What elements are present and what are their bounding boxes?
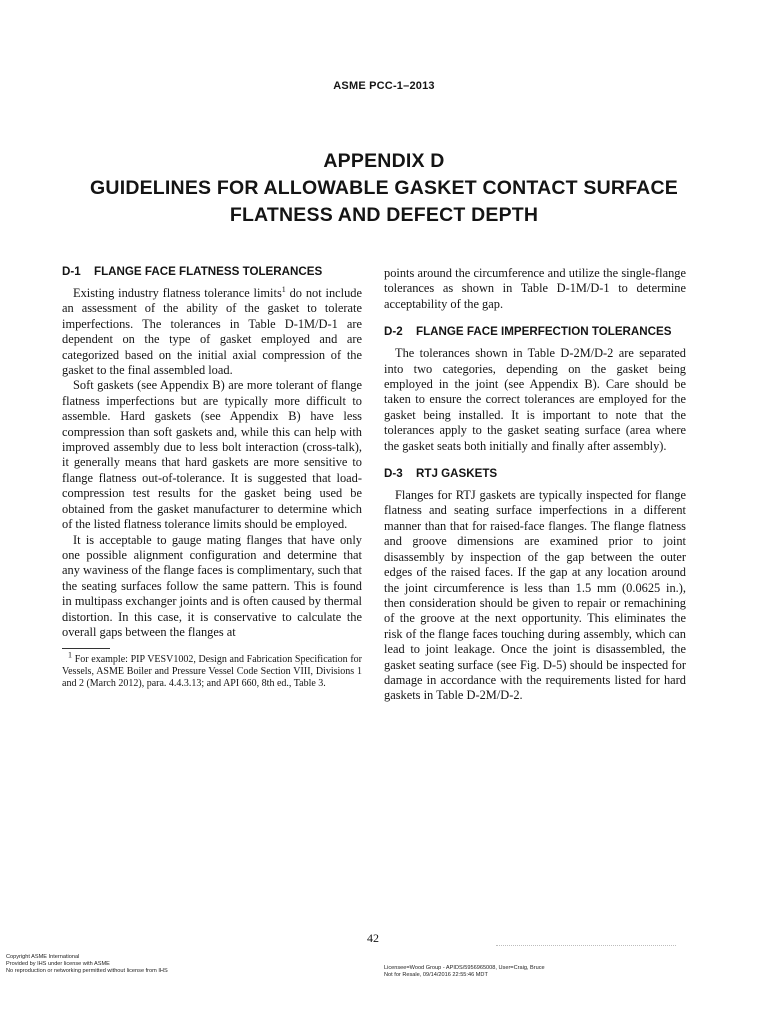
license-notice	[384, 965, 545, 979]
left-column	[62, 264, 362, 640]
section-heading-d1	[62, 264, 362, 279]
copyright-line: Copyright ASME International	[6, 954, 80, 960]
section-number: D-2	[384, 325, 403, 339]
footnote	[62, 650, 362, 691]
paragraph: It is acceptable to gauge mating flanges that have only one possible alignment configuration and determine that any waviness of the flange faces is complimentary, such that the seating surfaces follow the same pattern. This is found in multipass exchanger joints and is often caused by thermal distortion. In this case, it is conservative to calculate the overall gaps between the flanges at	[62, 532, 362, 639]
paragraph-text: Existing industry flatness tolerance limits	[73, 286, 282, 300]
appendix-title-line-2: FLATNESS AND DEFECT DEPTH	[229, 204, 539, 226]
paragraph-continued: points around the circumference and utilize the single-flange tolerances as shown in Table D-1M/D-1 to determine acceptability of the gap.	[384, 266, 686, 311]
paragraph	[62, 286, 362, 378]
copyright-line: No reproduction or networking permitted without license from IHS	[6, 968, 168, 975]
license-line: Not for Resale, 09/14/2016 22:55:46 MDT	[384, 972, 488, 979]
section-number: D-1	[62, 265, 81, 278]
footnote-marker: 1	[68, 650, 72, 660]
appendix-title	[0, 148, 768, 229]
paragraph: Flanges for RTJ gaskets are typically inspected for flange flatness and seating surface imperfections in a different manner than that for raised-face flanges. The flange flatness and groove dimensions are examined prior to joint disassembly by inspection of the gap between the outer edges of the raised faces. If the gap at any location around the joint circumference is less than 1.5 mm (0.0625 in.), then consideration should be given to repair or remachining of the groove at the next opportunity. This eliminates the risk of the flange faces touching during assembly, which can lead to joint leakage. Once the joint is disassembled, the gasket seating surface (see Fig. D-5) should be inspected for damage in accordance with the requirements listed for hard gaskets in Table D-2M/D-2.	[384, 488, 686, 703]
appendix-title-line-1: GUIDELINES FOR ALLOWABLE GASKET CONTACT SURFACE	[90, 177, 678, 199]
section-title: FLANGE FACE IMPERFECTION TOLERANCES	[416, 325, 672, 339]
copyright-line: Provided by IHS under license with ASME	[6, 961, 110, 968]
footnote-divider	[62, 648, 110, 649]
section-title: FLANGE FACE FLATNESS TOLERANCES	[94, 265, 323, 278]
appendix-label: APPENDIX D	[323, 150, 445, 172]
paragraph-text: do not include an assessment of the ability of the gasket to tolerate imperfections. The tolerances in Table D-1M/D-1 are dependent on the type of gasket employed and are categorized based on the initial axial compression of the gasket to the final assembled load.	[62, 286, 362, 378]
section-title: RTJ GASKETS	[416, 467, 498, 481]
paragraph: Soft gaskets (see Appendix B) are more tolerant of flange flatness imperfections but are typically more difficult to assemble. Hard gaskets (see Appendix B) have less compression than soft gaskets and, while this can help with improved assembly due to less bolt interaction (cross-talk), it generally means that hard gaskets are more sensitive to flange flatness out-of-tolerance. It is suggested that load-compression test results for the gasket being used be obtained from the gasket manufacturer to determine which of the listed flatness tolerance limits should be employed.	[62, 378, 362, 532]
section-number: D-3	[384, 467, 403, 481]
page-number: 42	[367, 931, 379, 945]
section-heading-d3	[384, 466, 686, 481]
section-heading-d2	[384, 324, 686, 339]
copyright-notice	[6, 954, 168, 976]
paragraph: The tolerances shown in Table D-2M/D-2 are separated into two categories, depending on the gasket being employed in the joint (see Appendix B). Care should be taken to ensure the correct tolerances are employed for the gasket being installed. It is important to note that the tolerances apply to the gasket seating surface (area where the gasket seats both initially and finally after assembly).	[384, 346, 686, 453]
license-line: Licensee=Wood Group - APIDS/5956965008, User=Craig, Bruce	[384, 965, 545, 971]
running-header: ASME PCC-1–2013	[333, 80, 435, 92]
right-column	[384, 266, 686, 704]
footnote-text: For example: PIP VESV1002, Design and Fabrication Specification for Vessels, ASME Boiler and Pressure Vessel Code Section VIII, Divisions 1 and 2 (March 2012), para. 4.4.3.13; and API 660, 8th ed., Table 3.	[62, 654, 362, 690]
footnote-reference: 1	[281, 284, 286, 294]
